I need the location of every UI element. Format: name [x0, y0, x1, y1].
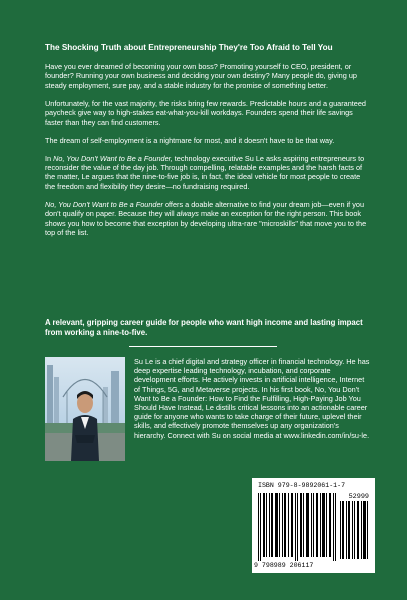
paragraph-3: The dream of self-employment is a nightmare for most, and it doesn't have to be that way. — [45, 135, 335, 145]
book-title-italic: No, You Don't Want to Be a Founder, — [53, 153, 173, 163]
paragraph-4-lead: In — [45, 153, 54, 163]
isbn-label: ISBN 979-8-9892061-1-7 — [258, 482, 346, 489]
description — [45, 62, 367, 245]
paragraph-5-body: make an exception for the right person. This book shows you how to become that exception by developing ultra-rare "microskills" that move you to the top of the list. — [45, 209, 367, 238]
headline: The Shocking Truth about Entrepreneurship They're Too Afraid to Tell You — [45, 43, 333, 52]
paragraph-5 — [45, 200, 367, 238]
ean-digits: 9 798989 206117 — [254, 562, 314, 569]
paragraph-2: Unfortunately, for the vast majority, the risks bring few rewards. Predictable hours and a guaranteed paycheck give way to high-stakes eat-what-you-kill workdays. Founders spend their life savings faster than they can find customers. — [45, 98, 366, 127]
author-bio: Su Le is a chief digital and strategy officer in financial technology. He has deep expertise leading technology, incubation, and corporate development efforts. He actively invests in artificial intelligence, Internet of Things, 5G, and Metaverse projects. In his first book, No, You Don't Want to Be a Founder: How to Find the Fulfilling, High-Paying Job You Should Have Instead, Le distills critical lessons into an actionable career guide for anyone who wants to take charge of their future, uplevel their skills, and effectively promote themselves up any organization's hierarchy. Connect with Su on social media at www.linkedin.com/in/su-le. — [134, 357, 370, 440]
price-code: 52999 — [348, 493, 369, 501]
ean-barcode-bars — [258, 493, 338, 561]
paragraph-4 — [45, 154, 367, 192]
addon-barcode-bars — [340, 501, 370, 559]
author-photo-illustration — [45, 357, 125, 461]
barcode — [252, 478, 375, 573]
book-title-italic-2: No, You Don't Want to Be a Founder — [45, 199, 163, 209]
divider — [129, 346, 277, 347]
author-photo — [45, 357, 125, 461]
tagline: A relevant, gripping career guide for people who want high income and lasting impact from working a nine-to-five. — [45, 318, 363, 337]
paragraph-1: Have you ever dreamed of becoming your own boss? Promoting yourself to CEO, president, or founder? Running your own business and deciding your own destiny? Many people do, giving up steady employment, sure pay, and a stable industry for the promise of something better. — [45, 62, 357, 90]
paragraph-4-body: technology executive Su Le asks aspiring entrepreneurs to reconsider the value of the day job. Through compelling, relatable examples and the harsh facts of the matter, Le argues that the nine-to-five job is, in fact, the ideal vehicle for most people to create the freedom and flexibility they desire—no fundraising required. — [45, 153, 365, 191]
paragraph-5-mid: offers a doable alternative to find your dream job—even if you don't qualify on paper. Because they will — [45, 199, 365, 219]
always-italic: always — [176, 209, 199, 219]
